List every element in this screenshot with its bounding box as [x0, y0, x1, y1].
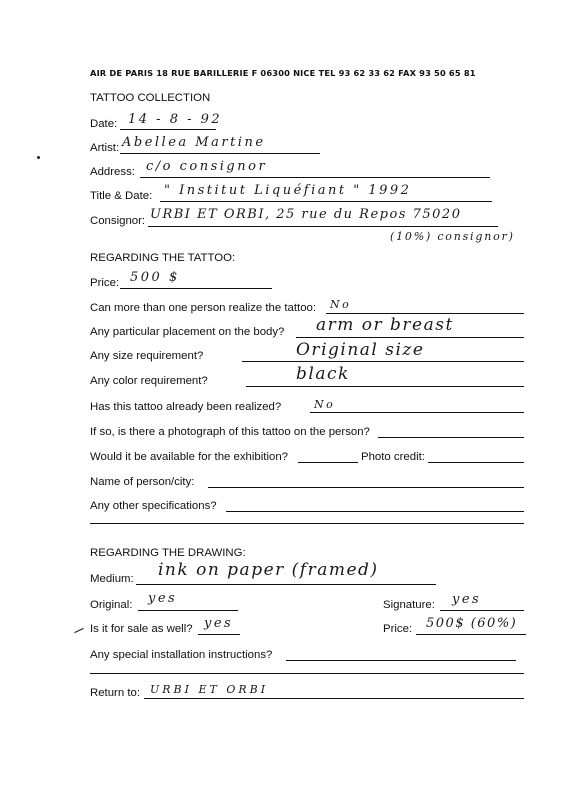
drawing-price-value: 500$ (60%) — [426, 616, 518, 631]
drawing-section-rule — [90, 673, 524, 674]
title-date-value: " Institut Liquéfiant " 1992 — [164, 183, 412, 198]
stray-mark — [37, 156, 40, 159]
date-line — [120, 129, 216, 130]
q-person-city-line — [208, 487, 524, 488]
medium-line — [136, 584, 436, 585]
q-exhibition-line — [298, 462, 358, 463]
original-label: Original: — [90, 599, 133, 611]
signature-value: yes — [452, 592, 482, 607]
q-specifications-label: Any other specifications? — [90, 500, 217, 512]
consignor-line — [148, 226, 498, 227]
address-line — [140, 177, 490, 178]
q-more-than-one-value: No — [330, 298, 352, 311]
drawing-price-label: Price: — [383, 623, 413, 635]
q-specifications-line — [226, 511, 524, 512]
q-realized-label: Has this tattoo already been realized? — [90, 401, 282, 413]
drawing-section-heading: REGARDING THE DRAWING: — [90, 547, 246, 559]
medium-value: ink on paper (framed) — [158, 560, 379, 580]
return-to-line — [144, 698, 524, 699]
medium-label: Medium: — [90, 573, 134, 585]
date-value: 14 - 8 - 92 — [128, 112, 223, 127]
q-person-city-label: Name of person/city: — [90, 476, 195, 488]
q-size-line — [242, 361, 524, 362]
title-date-label: Title & Date: — [90, 190, 153, 202]
date-label: Date: — [90, 118, 118, 130]
q-color-label: Any color requirement? — [90, 375, 208, 387]
q-realized-line — [310, 412, 524, 413]
photo-credit-label: Photo credit: — [361, 451, 425, 463]
for-sale-label: Is it for sale as well? — [90, 623, 193, 635]
q-placement-line — [296, 337, 524, 338]
margin-tick-mark — [74, 628, 83, 633]
return-to-value: URBI ET ORBI — [150, 683, 269, 696]
original-line — [138, 610, 238, 611]
signature-label: Signature: — [383, 599, 435, 611]
address-label: Address: — [90, 166, 135, 178]
installation-line — [286, 660, 516, 661]
signature-line — [440, 610, 524, 611]
for-sale-line — [198, 634, 240, 635]
q-exhibition-label: Would it be available for the exhibition? — [90, 451, 288, 463]
artist-line — [120, 153, 320, 154]
consignor-label: Consignor: — [90, 215, 146, 227]
tattoo-price-value: 500 $ — [130, 270, 180, 285]
consignor-note: (10%) consignor) — [390, 230, 515, 243]
artist-label: Artist: — [90, 142, 120, 154]
letterhead: AIR DE PARIS 18 RUE BARILLERIE F 06300 NICE TEL 93 62 33 62 FAX 93 50 65 81 — [90, 68, 476, 78]
q-placement-label: Any particular placement on the body? — [90, 326, 285, 338]
drawing-price-line — [416, 634, 526, 635]
tattoo-section-heading: REGARDING THE TATTOO: — [90, 252, 236, 264]
installation-label: Any special installation instructions? — [90, 649, 273, 661]
address-value: c/o consignor — [146, 159, 268, 174]
original-value: yes — [148, 591, 178, 606]
consignor-value: URBI ET ORBI, 25 rue du Repos 75020 — [150, 207, 462, 222]
q-realized-value: No — [314, 398, 336, 411]
q-more-than-one-line — [326, 313, 524, 314]
q-size-label: Any size requirement? — [90, 350, 204, 362]
form-title: TATTOO COLLECTION — [90, 92, 211, 104]
return-to-label: Return to: — [90, 687, 141, 699]
photo-credit-line — [428, 462, 524, 463]
q-color-value: black — [296, 364, 350, 384]
q-color-line — [246, 386, 524, 387]
tattoo-price-label: Price: — [90, 277, 120, 289]
q-more-than-one-label: Can more than one person realize the tattoo: — [90, 302, 317, 314]
q-placement-value: arm or breast — [316, 315, 454, 335]
for-sale-value: yes — [204, 616, 234, 631]
q-photograph-line — [378, 437, 524, 438]
tattoo-section-rule — [90, 523, 524, 524]
tattoo-price-line — [120, 288, 272, 289]
artist-value: Abellea Martine — [122, 135, 266, 150]
title-date-line — [160, 201, 492, 202]
q-size-value: Original size — [296, 340, 425, 360]
q-photograph-label: If so, is there a photograph of this tattoo on the person? — [90, 426, 370, 438]
